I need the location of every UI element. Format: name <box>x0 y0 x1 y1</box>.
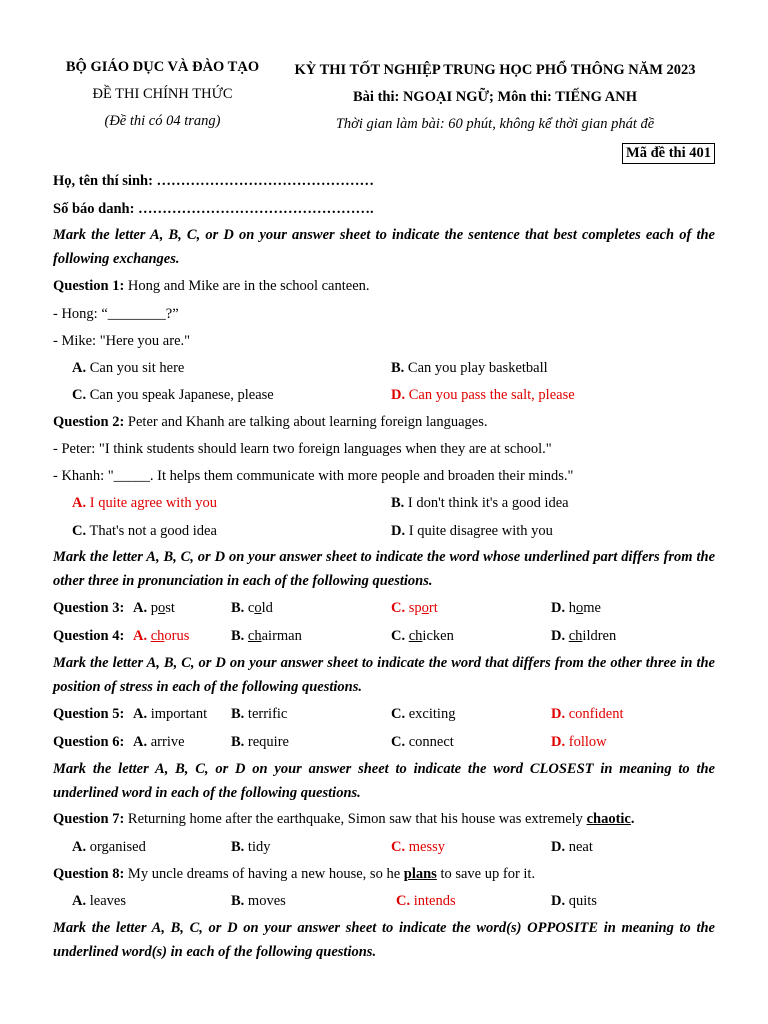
option-a-answer: A. chorus <box>133 628 190 644</box>
option-d: D. children <box>551 628 617 644</box>
option-a: A. organised <box>72 839 146 855</box>
option-c-answer: C. sport <box>391 600 438 616</box>
question-text: Peter and Khanh are talking about learning foreign languages. <box>127 414 488 430</box>
option-c: C. That's not a good idea <box>72 523 217 539</box>
student-id-field: Số báo danh: …………………………………………. <box>53 201 374 217</box>
dialogue-line: - Hong: “________?” <box>53 306 179 322</box>
option-c-answer: C. intends <box>396 893 456 909</box>
option-b: B. terrific <box>231 706 288 722</box>
option-b: B. I don't think it's a good idea <box>391 495 569 511</box>
student-name-field: Họ, tên thí sinh: ……………………………………… <box>53 173 375 189</box>
option-a: A. leaves <box>72 893 126 909</box>
option-d: D. I quite disagree with you <box>391 523 553 539</box>
option-b: B. require <box>231 734 289 750</box>
option-d-answer: D. confident <box>551 706 624 722</box>
option-a-answer: A. I quite agree with you <box>72 495 217 511</box>
option-a: A. arrive <box>133 734 185 750</box>
page-count: (Đề thi có 04 trang) <box>104 113 221 129</box>
question-3-label: Question 3: <box>53 600 125 616</box>
question-text: Hong and Mike are in the school canteen. <box>127 278 370 294</box>
question-5-label: Question 5: <box>53 706 125 722</box>
question-text: Returning home after the earthquake, Simon saw that his house was extremely <box>127 811 583 827</box>
question-label: Question 8: <box>53 866 125 882</box>
time-line: Thời gian làm bài: 60 phút, không kể thời gian phát đề <box>335 116 655 132</box>
official-exam-label: ĐỀ THI CHÍNH THỨC <box>92 86 233 102</box>
option-b: B. Can you play basketball <box>391 360 548 376</box>
ministry-name: BỘ GIÁO DỤC VÀ ĐÀO TẠO <box>65 59 260 75</box>
option-d: D. quits <box>551 893 597 909</box>
question-label: Question 7: <box>53 811 125 827</box>
question-2 <box>53 414 487 431</box>
option-d: D. neat <box>551 839 593 855</box>
option-b: B. chairman <box>231 628 302 644</box>
question-label: Question 1: <box>53 278 125 294</box>
dialogue-line: - Mike: "Here you are." <box>53 333 191 349</box>
instruction-opposite: Mark the letter A, B, C, or D on your answer sheet to indicate the word(s) OPPOSITE in meaning to the underlined word(s) in each of the following questions. <box>53 920 715 960</box>
option-a: A. important <box>133 706 208 722</box>
dialogue-line: - Khanh: "_____. It helps them communicate with more people and broaden their minds." <box>53 468 574 484</box>
instruction-pronunciation: Mark the letter A, B, C, or D on your answer sheet to indicate the word whose underlined part differs from the other three in pronunciation in each of the following questions. <box>53 549 715 589</box>
instruction-closest: Mark the letter A, B, C, or D on your answer sheet to indicate the word CLOSEST in meaning to the underlined word in each of the following questions. <box>53 761 715 801</box>
dialogue-line: - Peter: "I think students should learn two foreign languages when they are at school." <box>53 441 552 457</box>
question-7: Question 7: Returning home after the earthquake, Simon saw that his house was extremely chaotic. <box>53 811 635 827</box>
question-text: My uncle dreams of having a new house, so he <box>127 866 401 882</box>
option-a: A. post <box>133 600 175 616</box>
instruction-exchanges: Mark the letter A, B, C, or D on your answer sheet to indicate the sentence that best completes each of the following exchanges. <box>53 227 715 267</box>
question-4-label: Question 4: <box>53 628 125 644</box>
question-label: Question 2: <box>53 414 125 430</box>
option-d-answer: D. Can you pass the salt, please <box>391 387 575 403</box>
option-c: C. chicken <box>391 628 454 644</box>
question-8: Question 8: My uncle dreams of having a new house, so he plans to save up for it. <box>53 866 536 882</box>
instruction-stress: Mark the letter A, B, C, or D on your answer sheet to indicate the word that differs from the other three in the position of stress in each of the following questions. <box>53 655 715 695</box>
option-c-answer: C. messy <box>391 839 445 855</box>
option-b: B. moves <box>231 893 286 909</box>
option-c: C. Can you speak Japanese, please <box>72 387 274 403</box>
option-c: C. exciting <box>391 706 456 722</box>
option-a: A. Can you sit here <box>72 360 185 376</box>
question-1 <box>53 278 370 295</box>
exam-title: KỲ THI TỐT NGHIỆP TRUNG HỌC PHỔ THÔNG NĂM 2023 <box>294 62 696 78</box>
option-d: D. home <box>551 600 601 616</box>
underlined-word: chaotic <box>586 811 631 827</box>
option-b: B. tidy <box>231 839 271 855</box>
underlined-word: plans <box>403 866 437 882</box>
subject-line: Bài thi: NGOẠI NGỮ; Môn thi: TIẾNG ANH <box>353 89 637 105</box>
option-d-answer: D. follow <box>551 734 607 750</box>
option-c: C. connect <box>391 734 454 750</box>
question-6-label: Question 6: <box>53 734 125 750</box>
exam-code: Mã đề thi 401 <box>622 143 715 164</box>
option-b: B. cold <box>231 600 273 616</box>
